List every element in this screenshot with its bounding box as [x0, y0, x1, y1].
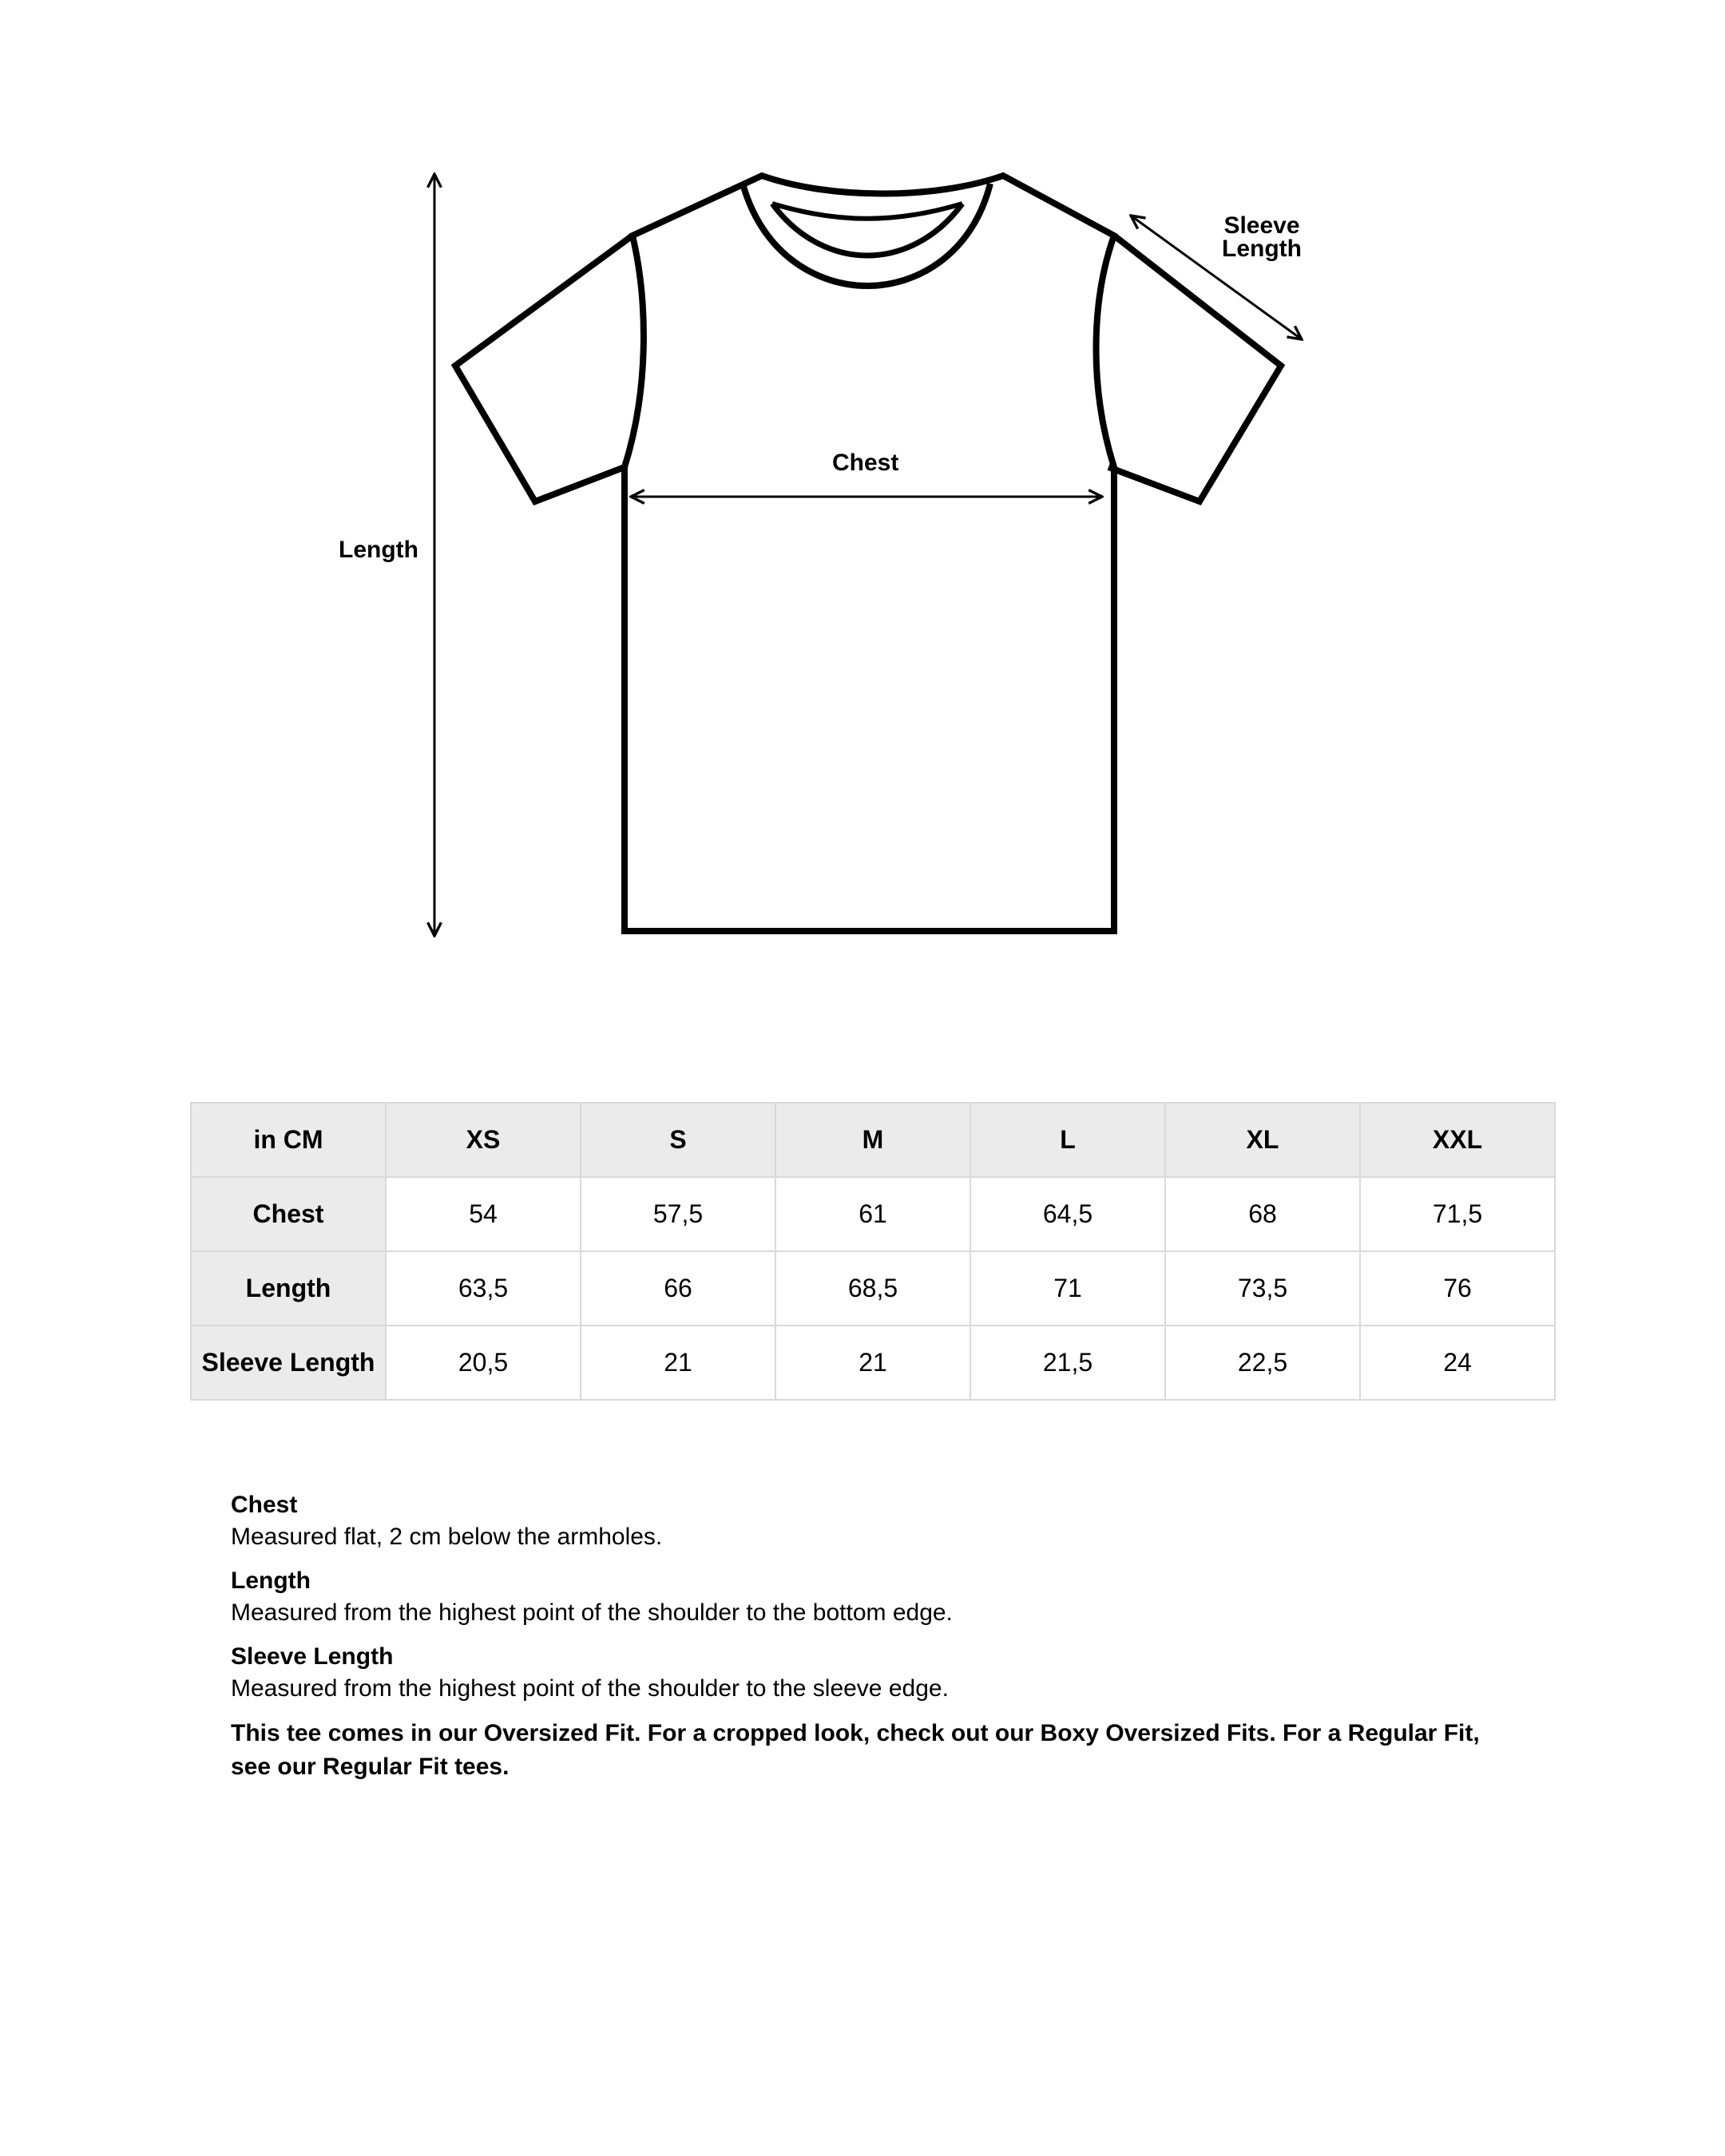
row-label: Chest — [191, 1177, 386, 1251]
note-text: Measured flat, 2 cm below the armholes. — [231, 1524, 663, 1550]
table-cell: 57,5 — [581, 1177, 775, 1251]
table-cell: 68 — [1165, 1177, 1360, 1251]
size-header: S — [581, 1103, 775, 1177]
size-chart-table — [190, 1102, 1556, 1401]
table-cell: 54 — [386, 1177, 581, 1251]
sleeve-length-label — [1214, 214, 1310, 260]
note-chest — [231, 1489, 1525, 1553]
note-text: Measured from the highest point of the shoulder to the sleeve edge. — [231, 1675, 949, 1702]
tshirt-outline-svg — [0, 0, 1725, 974]
note-title: Length — [231, 1567, 311, 1594]
table-cell: 76 — [1360, 1251, 1555, 1326]
size-header: XS — [386, 1103, 581, 1177]
measurement-notes — [231, 1489, 1525, 1784]
size-header: XXL — [1360, 1103, 1555, 1177]
size-header: L — [970, 1103, 1165, 1177]
right-sleeve-outline — [1108, 236, 1281, 501]
note-text: Measured from the highest point of the shoulder to the bottom edge. — [231, 1599, 953, 1626]
table-cell: 21,5 — [970, 1326, 1165, 1400]
size-header: XL — [1165, 1103, 1360, 1177]
table-header-row — [191, 1103, 1555, 1177]
note-sleeve-length — [231, 1641, 1525, 1705]
note-length — [231, 1565, 1525, 1629]
row-label: Length — [191, 1251, 386, 1326]
unit-header: in CM — [191, 1103, 386, 1177]
table-cell: 20,5 — [386, 1326, 581, 1400]
table-row-length — [191, 1251, 1555, 1326]
collar-neckline — [772, 204, 962, 219]
sleeve-label-line1: Sleeve — [1223, 212, 1300, 239]
table-cell: 66 — [581, 1251, 775, 1326]
table-cell: 68,5 — [775, 1251, 970, 1326]
table-cell: 71,5 — [1360, 1177, 1555, 1251]
table-cell: 64,5 — [970, 1177, 1165, 1251]
table-cell: 63,5 — [386, 1251, 581, 1326]
left-sleeve-outline — [455, 236, 632, 501]
sleeve-label-line2: Length — [1222, 236, 1302, 262]
tshirt-measurement-diagram — [0, 0, 1725, 974]
length-label: Length — [339, 537, 418, 563]
table-row-sleeve-length — [191, 1326, 1555, 1400]
size-header: M — [775, 1103, 970, 1177]
table-row-chest — [191, 1177, 1555, 1251]
row-label: Sleeve Length — [191, 1326, 386, 1400]
table-cell: 22,5 — [1165, 1326, 1360, 1400]
note-title: Chest — [231, 1492, 298, 1518]
table-cell: 71 — [970, 1251, 1165, 1326]
note-title: Sleeve Length — [231, 1643, 394, 1670]
fit-note: This tee comes in our Oversized Fit. For a cropped look, check out our Boxy Oversized Fits. For a Regular Fit, see our Regular Fit tees. — [231, 1720, 1480, 1780]
collar-outer — [743, 184, 990, 286]
table-cell: 21 — [775, 1326, 970, 1400]
table-cell: 61 — [775, 1177, 970, 1251]
table-cell: 21 — [581, 1326, 775, 1400]
table-cell: 24 — [1360, 1326, 1555, 1400]
chest-label: Chest — [832, 450, 899, 476]
table-cell: 73,5 — [1165, 1251, 1360, 1326]
